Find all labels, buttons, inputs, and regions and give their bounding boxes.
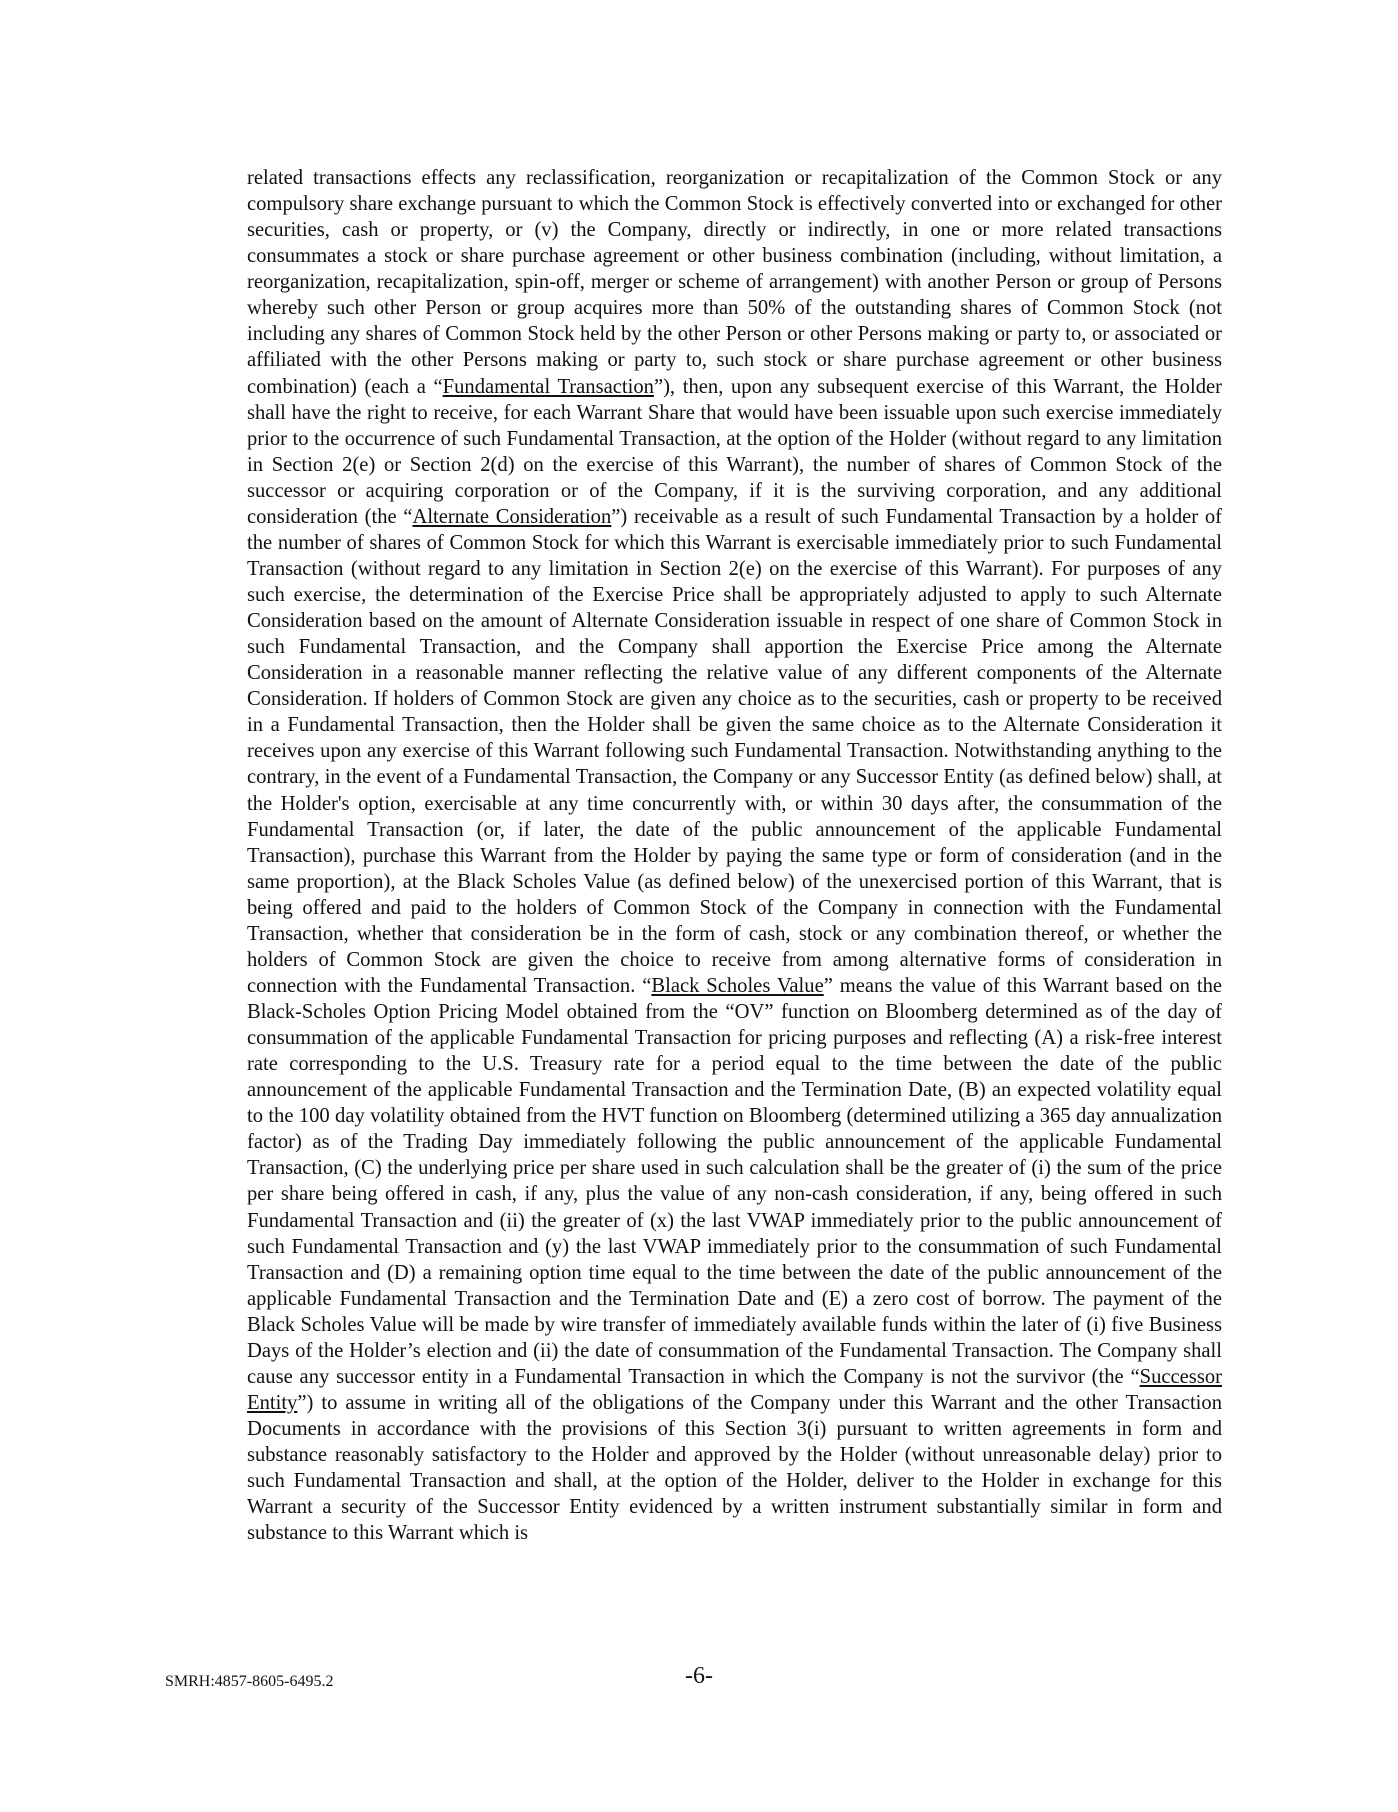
page-number: -6-: [685, 1663, 713, 1689]
defined-term-successor-entity: Successor Entity: [247, 1365, 1222, 1414]
body-text-segment: ”), then, upon any subsequent exercise of this Warrant, the Holder shall have the right to receive, for each Warrant Share that would have been issuable upon such exercise immediately prior to the occurrence of such Fundamental Transaction, at the option of the Holder (without regard to any limitation in Section 2(e) or Section 2(d) on the exercise of this Warrant), the number of shares of Common Stock of the successor or acquiring corporation or of the Company, if it is the surviving corporation, and any additional consideration (the “: [247, 375, 1222, 528]
body-paragraph: [247, 165, 1222, 1546]
body-text-segment: ”) receivable as a result of such Fundamental Transaction by a holder of the number of shares of Common Stock for which this Warrant is exercisable immediately prior to such Fundamental Transaction (without regard to any limitation in Section 2(e) on the exercise of this Warrant). For purposes of any such exercise, the determination of the Exercise Price shall be appropriately adjusted to apply to such Alternate Consideration based on the amount of Alternate Consideration issuable in respect of one share of Common Stock in such Fundamental Transaction, and the Company shall apportion the Exercise Price among the Alternate Consideration in a reasonable manner reflecting the relative value of any different components of the Alternate Consideration. If holders of Common Stock are given any choice as to the securities, cash or property to be received in a Fundamental Transaction, then the Holder shall be given the same choice as to the Alternate Consideration it receives upon any exercise of this Warrant following such Fundamental Transaction. Notwithstanding anything to the contrary, in the event of a Fundamental Transaction, the Company or any Successor Entity (as defined below) shall, at the Holder's option, exercisable at any time concurrently with, or within 30 days after, the consummation of the Fundamental Transaction (or, if later, the date of the public announcement of the applicable Fundamental Transaction), purchase this Warrant from the Holder by paying the same type or form of consideration (and in the same proportion), at the Black Scholes Value (as defined below) of the unexercised portion of this Warrant, that is being offered and paid to the holders of Common Stock of the Company in connection with the Fundamental Transaction, whether that consideration be in the form of cash, stock or any combination thereof, or whether the holders of Common Stock are given the choice to receive from among alternative forms of consideration in connection with the Fundamental Transaction. “: [247, 505, 1222, 997]
footer-document-id: SMRH:4857-8605-6495.2: [165, 1673, 334, 1690]
defined-term-fundamental-transaction: Fundamental Transaction: [442, 375, 654, 398]
defined-term-alternate-consideration: Alternate Consideration: [412, 505, 612, 528]
body-text-segment: related transactions effects any reclassification, reorganization or recapitalization of the Common Stock or any compulsory share exchange pursuant to which the Common Stock is effectively converted into or exchanged for other securities, cash or property, or (v) the Company, directly or indirectly, in one or more related transactions consummates a stock or share purchase agreement or other business combination (including, without limitation, a reorganization, recapitalization, spin-off, merger or scheme of arrangement) with another Person or group of Persons whereby such other Person or group acquires more than 50% of the outstanding shares of Common Stock (not including any shares of Common Stock held by the other Person or other Persons making or party to, or associated or affiliated with the other Persons making or party to, such stock or share purchase agreement or other business combination) (each a “: [247, 167, 1222, 398]
body-text-segment: ”) to assume in writing all of the obligations of the Company under this Warrant and the other Transaction Documents in accordance with the provisions of this Section 3(i) pursuant to written agreements in form and substance reasonably satisfactory to the Holder and approved by the Holder (without unreasonable delay) prior to such Fundamental Transaction and shall, at the option of the Holder, deliver to the Holder in exchange for this Warrant a security of the Successor Entity evidenced by a written instrument substantially similar in form and substance to this Warrant which is: [247, 1391, 1222, 1545]
defined-term-black-scholes-value: Black Scholes Value: [651, 974, 824, 997]
body-text-segment: ” means the value of this Warrant based on the Black-Scholes Option Pricing Model obtained from the “OV” function on Bloomberg determined as of the day of consummation of the applicable Fundamental Transaction for pricing purposes and reflecting (A) a risk-free interest rate corresponding to the U.S. Treasury rate for a period equal to the time between the date of the public announcement of the applicable Fundamental Transaction and the Termination Date, (B) an expected volatility equal to the 100 day volatility obtained from the HVT function on Bloomberg (determined utilizing a 365 day annualization factor) as of the Trading Day immediately following the public announcement of the applicable Fundamental Transaction, (C) the underlying price per share used in such calculation shall be the greater of (i) the sum of the price per share being offered in cash, if any, plus the value of any non-cash consideration, if any, being offered in such Fundamental Transaction and (ii) the greater of (x) the last VWAP immediately prior to the public announcement of such Fundamental Transaction and (y) the last VWAP immediately prior to the consummation of such Fundamental Transaction and (D) a remaining option time equal to the time between the date of the public announcement of the applicable Fundamental Transaction and the Termination Date and (E) a zero cost of borrow. The payment of the Black Scholes Value will be made by wire transfer of immediately available funds within the later of (i) five Business Days of the Holder’s election and (ii) the date of consummation of the Fundamental Transaction. The Company shall cause any successor entity in a Fundamental Transaction in which the Company is not the survivor (the “: [247, 974, 1223, 1388]
